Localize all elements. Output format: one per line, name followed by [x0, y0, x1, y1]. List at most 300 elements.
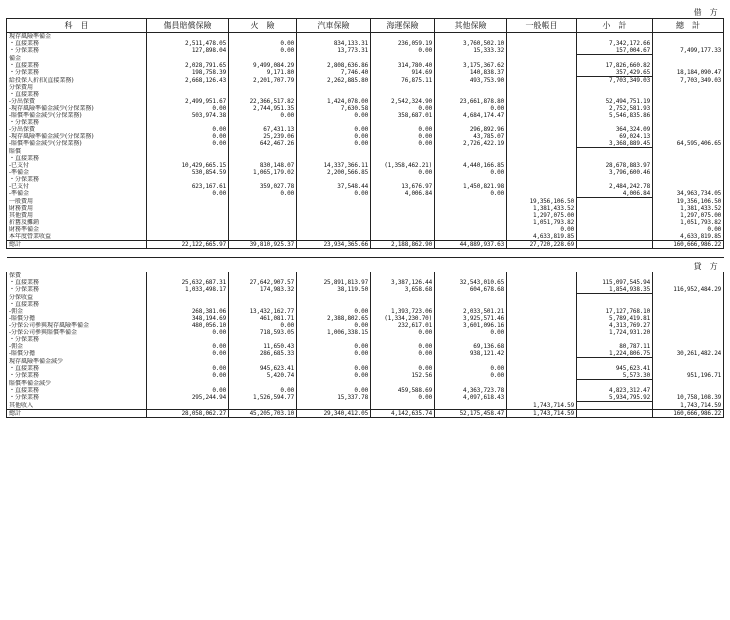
amount-cell [577, 226, 653, 233]
header-account: 科 目 [7, 19, 147, 33]
amount-cell: 830,148.07 [229, 162, 297, 169]
amount-cell: 0.00 [229, 47, 297, 55]
header-other-insurance: 其他保險 [435, 19, 507, 33]
amount-cell [371, 148, 435, 156]
amount-cell [371, 358, 435, 366]
amount-cell [507, 272, 577, 279]
amount-cell: 0.00 [229, 40, 297, 47]
account-label: 賠償 [7, 148, 147, 156]
amount-cell: 25,891,813.97 [297, 279, 371, 286]
amount-cell [229, 212, 297, 219]
amount-cell [653, 308, 724, 315]
account-label: -準備金 [7, 190, 147, 198]
account-label: 賠償準備金減少 [7, 380, 147, 388]
amount-cell: 3,658.68 [371, 286, 435, 294]
table-row [7, 322, 724, 329]
amount-cell: 0.00 [297, 387, 371, 394]
amount-cell: 0.00 [229, 387, 297, 394]
amount-cell: 67,431.13 [229, 126, 297, 133]
total-amount [577, 241, 653, 249]
amount-cell [371, 91, 435, 98]
amount-cell [507, 301, 577, 308]
amount-cell [507, 358, 577, 366]
credit-title-row [7, 260, 724, 272]
amount-cell: 503,974.38 [147, 112, 229, 119]
account-label: ・分保業務 [7, 119, 147, 126]
total-amount: 2,188,862.90 [371, 241, 435, 249]
amount-cell [297, 226, 371, 233]
amount-cell: 286,685.33 [229, 350, 297, 358]
amount-cell [507, 308, 577, 315]
account-label: ・直接業務 [7, 301, 147, 308]
amount-cell [229, 55, 297, 63]
amount-cell [653, 301, 724, 308]
amount-cell: 1,065,179.02 [229, 169, 297, 176]
credit-title: 貸 方 [693, 261, 718, 271]
amount-cell [653, 294, 724, 302]
amount-cell [653, 91, 724, 98]
income-statement-table [6, 6, 724, 418]
account-label: -已支付 [7, 162, 147, 169]
amount-cell [577, 336, 653, 343]
amount-cell: 140,838.37 [435, 69, 507, 77]
amount-cell [229, 301, 297, 308]
amount-cell [577, 301, 653, 308]
income-statement-sheet [6, 6, 723, 614]
amount-cell: 1,051,793.82 [507, 219, 577, 226]
amount-cell: 2,511,478.05 [147, 40, 229, 47]
amount-cell [577, 219, 653, 226]
amount-cell [507, 126, 577, 133]
amount-cell: 0.00 [147, 350, 229, 358]
amount-cell [653, 380, 724, 388]
amount-cell: 3,601,096.16 [435, 322, 507, 329]
amount-cell: 834,133.31 [297, 40, 371, 47]
amount-cell [435, 226, 507, 233]
amount-cell: 69,136.68 [435, 343, 507, 350]
amount-cell [507, 176, 577, 183]
account-label: ・分保業務 [7, 394, 147, 402]
header-marine-insurance: 海運保險 [371, 19, 435, 33]
amount-cell [147, 336, 229, 343]
amount-cell [229, 294, 297, 302]
amount-cell [653, 126, 724, 133]
amount-cell [653, 133, 724, 140]
amount-cell [297, 55, 371, 63]
table-row [7, 47, 724, 55]
account-label: -已支付 [7, 183, 147, 190]
amount-cell [229, 205, 297, 212]
table-row [7, 183, 724, 190]
total-amount: 22,122,665.97 [147, 241, 229, 249]
amount-cell [507, 33, 577, 41]
debit-title: 借 方 [693, 7, 718, 17]
amount-cell [147, 380, 229, 388]
amount-cell [435, 119, 507, 126]
amount-cell [229, 155, 297, 162]
amount-cell: 4,633,819.85 [653, 233, 724, 241]
amount-cell: 0.00 [435, 190, 507, 198]
header-subtotal: 小 計 [577, 19, 653, 33]
amount-cell: 7,703,349.03 [577, 77, 653, 85]
amount-cell: 348,194.69 [147, 315, 229, 322]
amount-cell [297, 148, 371, 156]
amount-cell [229, 198, 297, 206]
table-row [7, 350, 724, 358]
amount-cell [297, 294, 371, 302]
amount-cell [297, 212, 371, 219]
amount-cell [229, 119, 297, 126]
credit-section [7, 249, 724, 418]
amount-cell [653, 387, 724, 394]
amount-cell [653, 329, 724, 336]
amount-cell: 7,703,349.03 [653, 77, 724, 85]
total-amount: 160,666,986.22 [653, 241, 724, 249]
amount-cell [653, 315, 724, 322]
amount-cell: 0.00 [147, 126, 229, 133]
amount-cell: 0.00 [297, 372, 371, 380]
amount-cell: (1,358,462.21) [371, 162, 435, 169]
amount-cell: 37,548.44 [297, 183, 371, 190]
amount-cell: 198,758.39 [147, 69, 229, 77]
amount-cell [507, 169, 577, 176]
account-label: -賠償準備金減少(分保業務) [7, 112, 147, 119]
amount-cell [577, 176, 653, 183]
amount-cell [507, 286, 577, 294]
amount-cell [147, 155, 229, 162]
amount-cell [371, 33, 435, 41]
amount-cell [435, 205, 507, 212]
amount-cell: 0.00 [297, 126, 371, 133]
amount-cell [507, 119, 577, 126]
amount-cell: 5,420.74 [229, 372, 297, 380]
amount-cell: 0.00 [147, 105, 229, 112]
amount-cell: 236,059.19 [371, 40, 435, 47]
amount-cell: 64,595,406.65 [653, 140, 724, 148]
amount-cell: 0.00 [435, 329, 507, 336]
amount-cell: 2,200,566.85 [297, 169, 371, 176]
amount-cell: 1,297,075.00 [507, 212, 577, 219]
table-row [7, 155, 724, 162]
amount-cell: 11,650.43 [229, 343, 297, 350]
table-row [7, 69, 724, 77]
amount-cell [371, 155, 435, 162]
amount-cell: 1,297,075.00 [653, 212, 724, 219]
table-row [7, 40, 724, 47]
amount-cell [371, 301, 435, 308]
table-row [7, 308, 724, 315]
amount-cell: 174,983.32 [229, 286, 297, 294]
amount-cell [435, 301, 507, 308]
amount-cell [653, 162, 724, 169]
amount-cell: 0.00 [297, 350, 371, 358]
amount-cell: 0.00 [371, 394, 435, 402]
amount-cell [577, 205, 653, 212]
account-label: 現存風險準備金減少 [7, 358, 147, 366]
amount-cell: 5,789,419.81 [577, 315, 653, 322]
amount-cell [507, 112, 577, 119]
amount-cell [653, 169, 724, 176]
amount-cell [653, 112, 724, 119]
table-row [7, 33, 724, 41]
amount-cell [577, 91, 653, 98]
amount-cell [297, 205, 371, 212]
amount-cell [229, 402, 297, 410]
amount-cell: 0.00 [297, 308, 371, 315]
amount-cell [297, 301, 371, 308]
amount-cell: 604,678.68 [435, 286, 507, 294]
account-label: -現存風險準備金減少(分保業務) [7, 105, 147, 112]
header-fire-insurance: 火 險 [229, 19, 297, 33]
amount-cell [435, 176, 507, 183]
amount-cell: 69,024.13 [577, 133, 653, 140]
amount-cell [577, 272, 653, 279]
account-label: -賠償分擔 [7, 350, 147, 358]
amount-cell [507, 372, 577, 380]
amount-cell [297, 176, 371, 183]
amount-cell [435, 272, 507, 279]
amount-cell [435, 233, 507, 241]
amount-cell [371, 198, 435, 206]
amount-cell: 2,808,636.86 [297, 62, 371, 69]
amount-cell: 4,097,618.43 [435, 394, 507, 402]
amount-cell: 951,196.71 [653, 372, 724, 380]
amount-cell [577, 212, 653, 219]
debit-section [7, 6, 724, 249]
amount-cell: 364,324.09 [577, 126, 653, 133]
amount-cell [435, 148, 507, 156]
amount-cell [577, 402, 653, 410]
amount-cell [577, 358, 653, 366]
account-label: ・分保業務 [7, 372, 147, 380]
amount-cell [371, 402, 435, 410]
amount-cell [297, 336, 371, 343]
account-label: ・直接業務 [7, 387, 147, 394]
amount-cell [297, 272, 371, 279]
amount-cell: 1,381,433.52 [653, 205, 724, 212]
table-row [7, 205, 724, 212]
amount-cell: 493,753.90 [435, 77, 507, 85]
amount-cell: 13,773.31 [297, 47, 371, 55]
amount-cell [507, 279, 577, 286]
amount-cell: 0.00 [147, 329, 229, 336]
amount-cell: 1,526,594.77 [229, 394, 297, 402]
table-row [7, 112, 724, 119]
amount-cell: 314,780.40 [371, 62, 435, 69]
account-label: -分出保費 [7, 98, 147, 105]
table-row [7, 372, 724, 380]
amount-cell: 0.00 [229, 190, 297, 198]
amount-cell [507, 190, 577, 198]
amount-cell [297, 155, 371, 162]
amount-cell: 295,244.94 [147, 394, 229, 402]
amount-cell: 3,760,502.10 [435, 40, 507, 47]
account-label: ・分保業務 [7, 176, 147, 183]
amount-cell [507, 77, 577, 85]
amount-cell [507, 394, 577, 402]
amount-cell: 2,028,791.65 [147, 62, 229, 69]
amount-cell: 0.00 [147, 387, 229, 394]
amount-cell [435, 402, 507, 410]
amount-cell [371, 55, 435, 63]
amount-cell: 15,333.32 [435, 47, 507, 55]
table-row [7, 394, 724, 402]
account-label: -分保公司參與現存風險準備金 [7, 322, 147, 329]
amount-cell [147, 148, 229, 156]
table-row [7, 315, 724, 322]
amount-cell [653, 105, 724, 112]
total-row [7, 241, 724, 249]
amount-cell [435, 358, 507, 366]
amount-cell [147, 176, 229, 183]
amount-cell: 1,724,931.20 [577, 329, 653, 336]
account-label: 本年度營業收益 [7, 233, 147, 241]
total-amount: 45,205,703.10 [229, 410, 297, 418]
total-amount: 160,666,986.22 [653, 410, 724, 418]
amount-cell: 10,758,108.39 [653, 394, 724, 402]
amount-cell: 1,743,714.59 [653, 402, 724, 410]
amount-cell: 116,952,484.29 [653, 286, 724, 294]
account-label: -分保公司參與賠償準備金 [7, 329, 147, 336]
amount-cell: 32,543,010.65 [435, 279, 507, 286]
amount-cell: 1,381,433.52 [507, 205, 577, 212]
amount-cell: 0.00 [297, 112, 371, 119]
table-row [7, 148, 724, 156]
account-label: ・分保業務 [7, 69, 147, 77]
table-row [7, 176, 724, 183]
amount-cell: 23,661,878.80 [435, 98, 507, 105]
amount-cell [653, 272, 724, 279]
total-row [7, 410, 724, 418]
amount-cell [507, 322, 577, 329]
amount-cell: 25,239.06 [229, 133, 297, 140]
amount-cell: 2,262,885.80 [297, 77, 371, 85]
amount-cell [435, 294, 507, 302]
amount-cell: 530,854.59 [147, 169, 229, 176]
amount-cell: 938,121.42 [435, 350, 507, 358]
amount-cell: 34,963,734.05 [653, 190, 724, 198]
amount-cell: 232,617.01 [371, 322, 435, 329]
amount-cell: 459,588.69 [371, 387, 435, 394]
amount-cell [297, 91, 371, 98]
table-row [7, 198, 724, 206]
amount-cell: 7,746.40 [297, 69, 371, 77]
account-label: 現存風險準備金 [7, 33, 147, 41]
amount-cell: 19,356,106.50 [507, 198, 577, 206]
amount-cell [435, 33, 507, 41]
header-casualty-insurance: 傷員賠償保險 [147, 19, 229, 33]
amount-cell: 4,313,769.27 [577, 322, 653, 329]
amount-cell [147, 358, 229, 366]
amount-cell [371, 272, 435, 279]
amount-cell [653, 343, 724, 350]
amount-cell: 1,224,806.75 [577, 350, 653, 358]
amount-cell [229, 233, 297, 241]
amount-cell: 17,826,660.82 [577, 62, 653, 69]
account-label: -佣金 [7, 343, 147, 350]
account-label: 分保收益 [7, 294, 147, 302]
amount-cell: 19,356,106.50 [653, 198, 724, 206]
amount-cell: 0.00 [371, 329, 435, 336]
amount-cell [147, 212, 229, 219]
amount-cell: 0.00 [371, 133, 435, 140]
amount-cell: (1,334,230.70) [371, 315, 435, 322]
total-amount: 23,934,365.66 [297, 241, 371, 249]
amount-cell [297, 33, 371, 41]
amount-cell [507, 148, 577, 156]
amount-cell [653, 119, 724, 126]
table-row [7, 294, 724, 302]
amount-cell: 0.00 [147, 372, 229, 380]
amount-cell [577, 33, 653, 41]
table-row [7, 219, 724, 226]
amount-cell: 0.00 [297, 133, 371, 140]
amount-cell: 43,785.07 [435, 133, 507, 140]
amount-cell [297, 233, 371, 241]
table-row [7, 402, 724, 410]
table-row [7, 286, 724, 294]
amount-cell: 4,363,723.78 [435, 387, 507, 394]
amount-cell [147, 91, 229, 98]
amount-cell: 0.00 [297, 365, 371, 372]
amount-cell: 7,630.58 [297, 105, 371, 112]
account-label: 一般費用 [7, 198, 147, 206]
table-row [7, 62, 724, 69]
column-header-row [7, 19, 724, 33]
amount-cell [507, 140, 577, 148]
account-label: 備金 [7, 55, 147, 63]
amount-cell: 0.00 [371, 350, 435, 358]
amount-cell [147, 272, 229, 279]
amount-cell [147, 294, 229, 302]
account-label: ・分保業務 [7, 286, 147, 294]
table-row [7, 301, 724, 308]
amount-cell [507, 84, 577, 91]
account-label: 保費 [7, 272, 147, 279]
amount-cell: 0.00 [229, 322, 297, 329]
amount-cell [371, 226, 435, 233]
amount-cell [577, 84, 653, 91]
amount-cell: 0.00 [371, 47, 435, 55]
amount-cell: 0.00 [371, 126, 435, 133]
amount-cell: 30,261,482.24 [653, 350, 724, 358]
account-label: -賠償分擔 [7, 315, 147, 322]
amount-cell: 2,542,324.90 [371, 98, 435, 105]
amount-cell: 2,726,422.19 [435, 140, 507, 148]
amount-cell [229, 358, 297, 366]
amount-cell: 3,175,367.62 [435, 62, 507, 69]
total-amount [577, 410, 653, 418]
amount-cell [507, 40, 577, 47]
amount-cell [507, 329, 577, 336]
account-label: -準備金 [7, 169, 147, 176]
amount-cell: 13,676.97 [371, 183, 435, 190]
amount-cell: 52,494,751.19 [577, 98, 653, 105]
amount-cell [507, 380, 577, 388]
table-row [7, 55, 724, 63]
amount-cell: 9,499,084.29 [229, 62, 297, 69]
amount-cell [577, 198, 653, 206]
table-row [7, 91, 724, 98]
amount-cell [147, 226, 229, 233]
amount-cell [577, 380, 653, 388]
amount-cell: 1,033,498.17 [147, 286, 229, 294]
account-label: ・直接業務 [7, 155, 147, 162]
amount-cell [371, 380, 435, 388]
amount-cell: 2,668,126.43 [147, 77, 229, 85]
table-row [7, 105, 724, 112]
amount-cell: 461,081.71 [229, 315, 297, 322]
